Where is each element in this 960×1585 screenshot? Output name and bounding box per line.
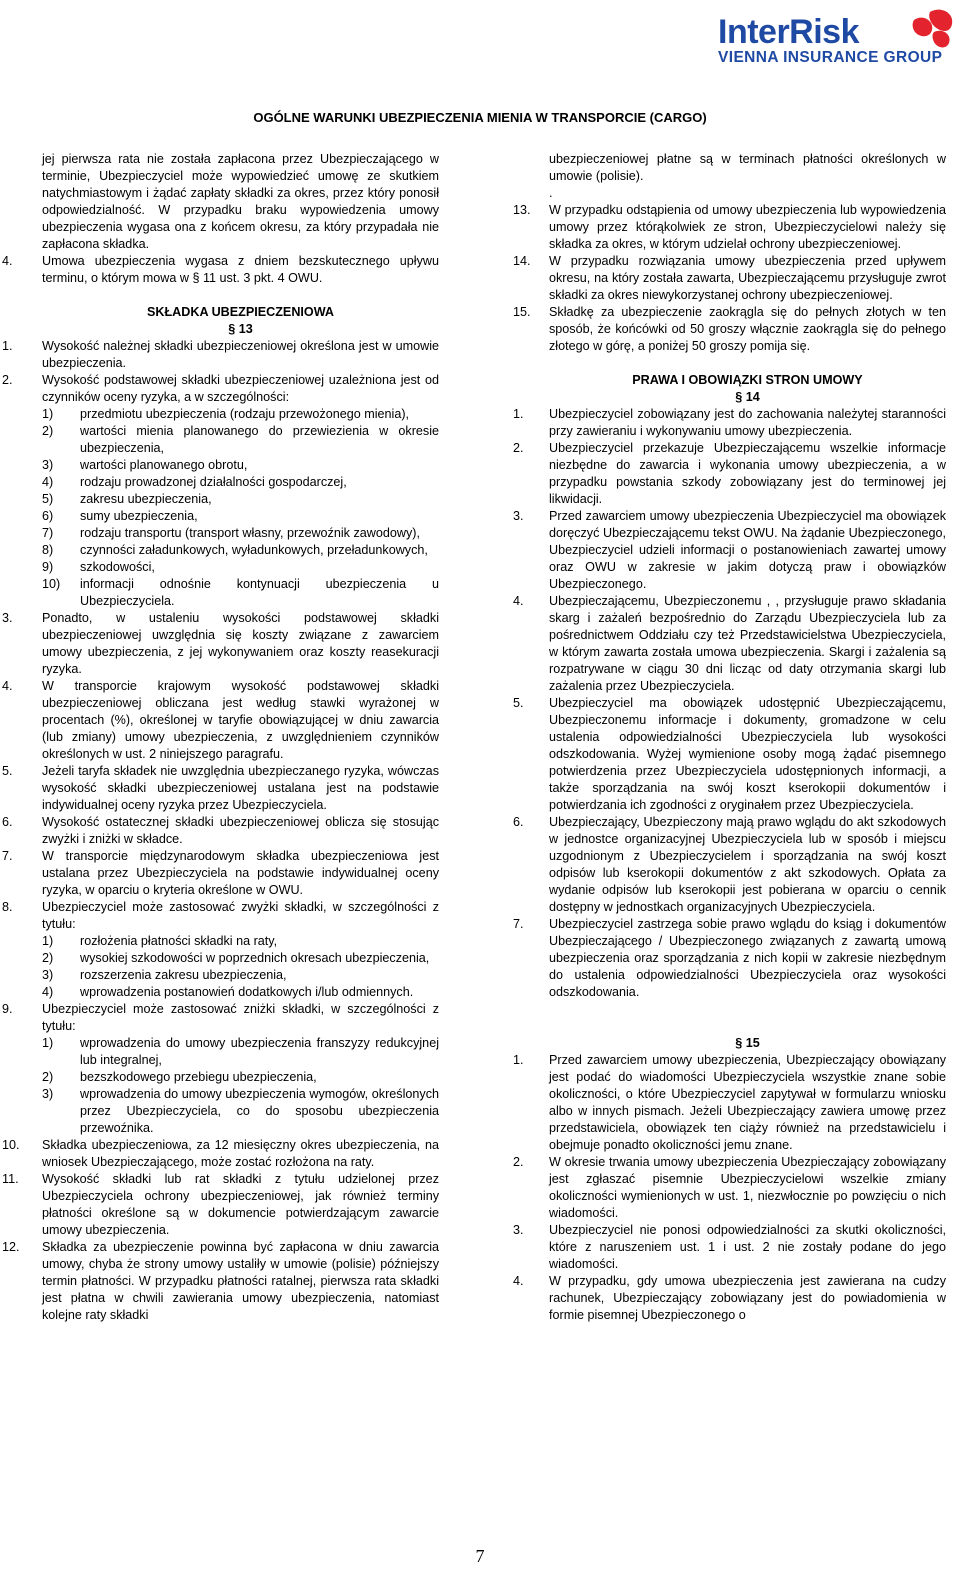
sub-list: [42, 933, 439, 1001]
list-item: 3. Ubezpieczyciel nie ponosi odpowiedzialności za skutki okoliczności, które z naruszeniem ust. 1 i ust. 2 nie zostały podane do jego wiadomości.: [513, 1223, 946, 1271]
sub-list-item: 6) sumy ubezpieczenia,: [42, 509, 198, 523]
list-item: 14. W przypadku rozwiązania umowy ubezpieczenia przed upływem okresu, na który została zawarta, Ubezpieczającemu przysługuje zwrot składki za okres niewykorzystanej ochrony ubezpieczeniowej.: [513, 254, 946, 302]
list-14: [513, 406, 946, 1001]
list-item: 7. Ubezpieczyciel zastrzega sobie prawo wglądu do ksiąg i dokumentów Ubezpieczającego / Ubezpieczonego związanych z zawartą umową ubezpieczenia oraz sporządzania z nich kopii w zakresie niezbędnym do ustalenia odpowiedzialności Ubezpieczyciela oraz wysokości odszkodowania.: [513, 917, 946, 999]
sub-list-item: 10) informacji odnośnie kontynuacji ubezpieczenia u Ubezpieczyciela.: [42, 577, 439, 608]
section-heading: SKŁADKA UBEZPIECZENIOWA: [146, 305, 335, 319]
sub-list-item: 2) bezszkodowego przebiegu ubezpieczenia,: [42, 1070, 317, 1084]
list-item: 15. Składkę za ubezpieczenie zaokrągla się do pełnych złotych w ten sposób, że końcówki od 50 groszy włącznie zaokrągla się do pełnego złotego w górę, a poniżej 50 groszy pomija się.: [513, 305, 946, 353]
list-item: 5. Ubezpieczyciel ma obowiązek udostępnić Ubezpieczającemu, Ubezpieczonemu informacje i dokumenty, gromadzone w celu ustalenia odpowiedzialności Ubezpieczyciela lub wysokości odszkodowania. Wyżej wymienione osoby mogą żądać pisemnego potwierdzenia przez Ubezpieczyciela udostępnionych informacji, a także sporządzania na swój koszt kserokopii dokumentów i potwierdzania ich zgodności z oryginałem przez Ubezpieczyciela.: [513, 696, 946, 812]
list-item: 5. Jeżeli taryfa składek nie uwzględnia ubezpieczanego ryzyka, wówczas wysokość składki ubezpieczeniowej ustalana jest na podstawie indywidualnej oceny ryzyka przez Ubezpieczyciela.: [2, 764, 439, 812]
intro-paragraph: jej pierwsza rata nie została zapłacona przez Ubezpieczającego w terminie, Ubezpieczyciel może wypowiedzieć umowę ze skutkiem natychmiastowym i żądać zapłaty składki za okres, przez który ponosił odpowiedzialność. W przypadku braku wypowiedzenia umowy ubezpieczenia wygasa ona z końcem okresu, za który przypadała nie zapłacona składka.: [42, 152, 439, 251]
list-item: 4. W przypadku, gdy umowa ubezpieczenia jest zawierana na cudzy rachunek, Ubezpieczający zobowiązany jest do powiadomienia w formie pisemnej Ubezpieczonego o: [513, 1274, 946, 1322]
sub-list: [42, 406, 439, 610]
list-item: 2. Wysokość podstawowej składki ubezpieczeniowej uzależniona jest od czynników oceny ryzyka, a w szczególności:: [2, 373, 439, 404]
list-item: 1. Wysokość należnej składki ubezpieczeniowej określona jest w umowie ubezpieczenia.: [2, 339, 439, 370]
list-item: 1. Ubezpieczyciel zobowiązany jest do zachowania należytej staranności przy zawieraniu i wykonywaniu umowy ubezpieczenia.: [513, 407, 946, 438]
list-item: 2. W okresie trwania umowy ubezpieczenia Ubezpieczający zobowiązany jest zgłaszać pisemnie Ubezpieczycielowi wszelkie zmiany okoliczności wymienionych w ust. 1, niezwłocznie po powzięciu o nich wiadomości.: [513, 1155, 946, 1220]
right-column: [513, 151, 946, 1324]
sub-list-item: 3) wprowadzenia do umowy ubezpieczenia wymogów, określonych przez Ubezpieczyciela, co do sposobu ubezpieczenia przewoźnika.: [42, 1087, 439, 1135]
sub-list-item: 1) przedmiotu ubezpieczenia (rodzaju przewożonego mienia),: [42, 407, 410, 421]
list-item: 4. Ubezpieczającemu, Ubezpieczonemu , , przysługuje prawo składania skarg i zażaleń bezpośrednio do Zarządu Ubezpieczyciela lub za pośrednictwem Oddziału czy też Przedstawicielstwa Ubezpieczyciela, w którym zawarta została umowa ubezpieczenia. Skargi i zażalenia są rozpatrywane w ciągu 30 dni licząc od daty otrzymania skargi lub zażalenia przez Ubezpieczyciela.: [513, 594, 946, 693]
sub-list-item: 4) rodzaju prowadzonej działalności gospodarczej,: [42, 475, 347, 489]
sub-list-item: 2) wartości mienia planowanego do przewiezienia w okresie ubezpieczenia,: [42, 424, 439, 455]
logo-mark-icon: [904, 8, 954, 52]
sub-list-item: 5) zakresu ubezpieczenia,: [42, 492, 212, 506]
list-item: 13. W przypadku odstąpienia od umowy ubezpieczenia lub wypowiedzenia umowy przez którąkolwiek ze stron, Ubezpieczycielowi należy się składka za okres, w którym udzielał ochrony ubezpieczeniowej.: [513, 203, 946, 251]
paragraph-number: § 15: [735, 1036, 760, 1050]
sub-list-item: 1) rozłożenia płatności składki na raty,: [42, 934, 278, 948]
list-13: [513, 202, 946, 355]
sub-list-item: 9) szkodowości,: [42, 560, 155, 574]
stray-dot: .: [549, 186, 553, 200]
list-item: 4. W transporcie krajowym wysokość podstawowej składki ubezpieczeniowej obliczana jest według stawki wyrażonej w procentach (%), określonej w taryfie obowiązującej w dniu zawarcia (lub zmiany) umowy ubezpieczenia, z uwzględnieniem czynników określonych w ust. 2 niniejszego paragrafu.: [2, 679, 439, 761]
list-item: 1. Przed zawarciem umowy ubezpieczenia, Ubezpieczający obowiązany jest podać do wiadomości Ubezpieczyciela wszystkie znane sobie okoliczności, o które Ubezpieczyciel zapytywał w formularzu wniosku albo w innych pismach. Jeżeli Ubezpieczający zawiera umowę przez przedstawiciela, obowiązek ten ciąży również na przedstawicielu i obejmuje ponadto okoliczności jemu znane.: [513, 1053, 946, 1152]
sub-list-item: 7) rodzaju transportu (transport własny, przewoźnik zawodowy),: [42, 526, 420, 540]
sub-list-item: 4) wprowadzenia postanowień dodatkowych i/lub odmiennych.: [42, 985, 414, 999]
list-15: [513, 1052, 946, 1324]
list-item: 10. Składka ubezpieczeniowa, za 12 miesięczny okres ubezpieczenia, na wniosek Ubezpieczającego, może zostać rozłożona na raty.: [2, 1138, 439, 1169]
section-heading: PRAWA I OBOWIĄZKI STRON UMOWY: [632, 373, 863, 387]
paragraph-number: § 13: [228, 322, 253, 336]
list-item: 4. Umowa ubezpieczenia wygasa z dniem bezskutecznego upływu terminu, o którym mowa w § 11 ust. 3 pkt. 4 OWU.: [2, 254, 439, 285]
logo-name: InterRisk: [718, 13, 859, 51]
list-item: 3. Ponadto, w ustaleniu wysokości podstawowej składki ubezpieczeniowej uwzględnia się koszty związane z zawarciem umowy ubezpieczenia, z jej wykonywaniem oraz koszty reasekuracji ryzyka.: [2, 611, 439, 676]
interrisk-logo: [718, 8, 954, 66]
list-item: 12. Składka za ubezpieczenie powinna być zapłacona w dniu zawarcia umowy, chyba że strony umowy ustaliły w umowie (polisie) późniejszy termin płatności. W przypadku płatności ratalnej, pierwsza rata składki jest płatna w chwili zawierania umowy ubezpieczenia, natomiast kolejne raty składki: [2, 1240, 439, 1322]
continuation-paragraph: ubezpieczeniowej płatne są w terminach płatności określonych w umowie (polisie).: [549, 152, 946, 183]
list-item: 7. W transporcie międzynarodowym składka ubezpieczeniowa jest ustalana przez Ubezpieczyciela na podstawie indywidualnej oceny ryzyka, w oparciu o kryteria określone w OWU.: [2, 849, 439, 897]
sub-list-item: 2) wysokiej szkodowości w poprzednich okresach ubezpieczenia,: [42, 951, 430, 965]
list-item: 8. Ubezpieczyciel może zastosować zwyżki składki, w szczególności z tytułu:: [2, 900, 439, 931]
page-number: 7: [475, 1546, 485, 1566]
list-item: 2. Ubezpieczyciel przekazuje Ubezpieczającemu wszelkie informacje niezbędne do zawarcia i wykonania umowy ubezpieczenia, a w przypadku powstania szkody zobowiązany jest do terminowej jej likwidacji.: [513, 441, 946, 506]
list-item: 6. Wysokość ostatecznej składki ubezpieczeniowej oblicza się stosując zwyżki i zniżki w składce.: [2, 815, 439, 846]
sub-list: [42, 1035, 439, 1137]
document-title: OGÓLNE WARUNKI UBEZPIECZENIA MIENIA W TRANSPORCIE (CARGO): [253, 110, 707, 125]
list-item: 9. Ubezpieczyciel może zastosować zniżki składki, w szczególności z tytułu:: [2, 1002, 439, 1033]
left-column: [2, 151, 439, 1324]
list-item: 6. Ubezpieczający, Ubezpieczony mają prawo wglądu do akt szkodowych w jednostce organizacyjnej Ubezpieczyciela lub w sposób i miejscu uzgodnionym z Ubezpieczycielem i sporządzania na swój koszt odpisów lub kserokopii dokumentów z akt szkodowych. Opłata za wydanie odpisów lub kserokopii jest pobierana w oparciu o cennik dostępny w jednostkach organizacyjnych Ubezpieczyciela.: [513, 815, 946, 914]
list-item: 11. Wysokość składki lub rat składki z tytułu udzielonej przez Ubezpieczyciela ochrony ubezpieczeniowej, jak również terminy płatności określone są w dokumencie potwierdzającym zawarcie umowy ubezpieczenia.: [2, 1172, 439, 1237]
sub-list-item: 3) wartości planowanego obrotu,: [42, 458, 248, 472]
list-item: 3. Przed zawarciem umowy ubezpieczenia Ubezpieczyciel ma obowiązek doręczyć Ubezpieczającemu tekst OWU. Na żądanie Ubezpieczonego, Ubezpieczyciel udzieli informacji o postanowieniach zawartej umowy oraz OWU w zakresie w jakim dotyczą praw i obowiązków Ubezpieczonego.: [513, 509, 946, 591]
sub-list-item: 8) czynności załadunkowych, wyładunkowych, przeładunkowych,: [42, 543, 428, 557]
sub-list-item: 3) rozszerzenia zakresu ubezpieczenia,: [42, 968, 287, 982]
logo-group: VIENNA INSURANCE GROUP: [718, 49, 943, 66]
paragraph-number: § 14: [735, 390, 760, 404]
sub-list-item: 1) wprowadzenia do umowy ubezpieczenia franszyzy redukcyjnej lub integralnej,: [42, 1036, 439, 1067]
